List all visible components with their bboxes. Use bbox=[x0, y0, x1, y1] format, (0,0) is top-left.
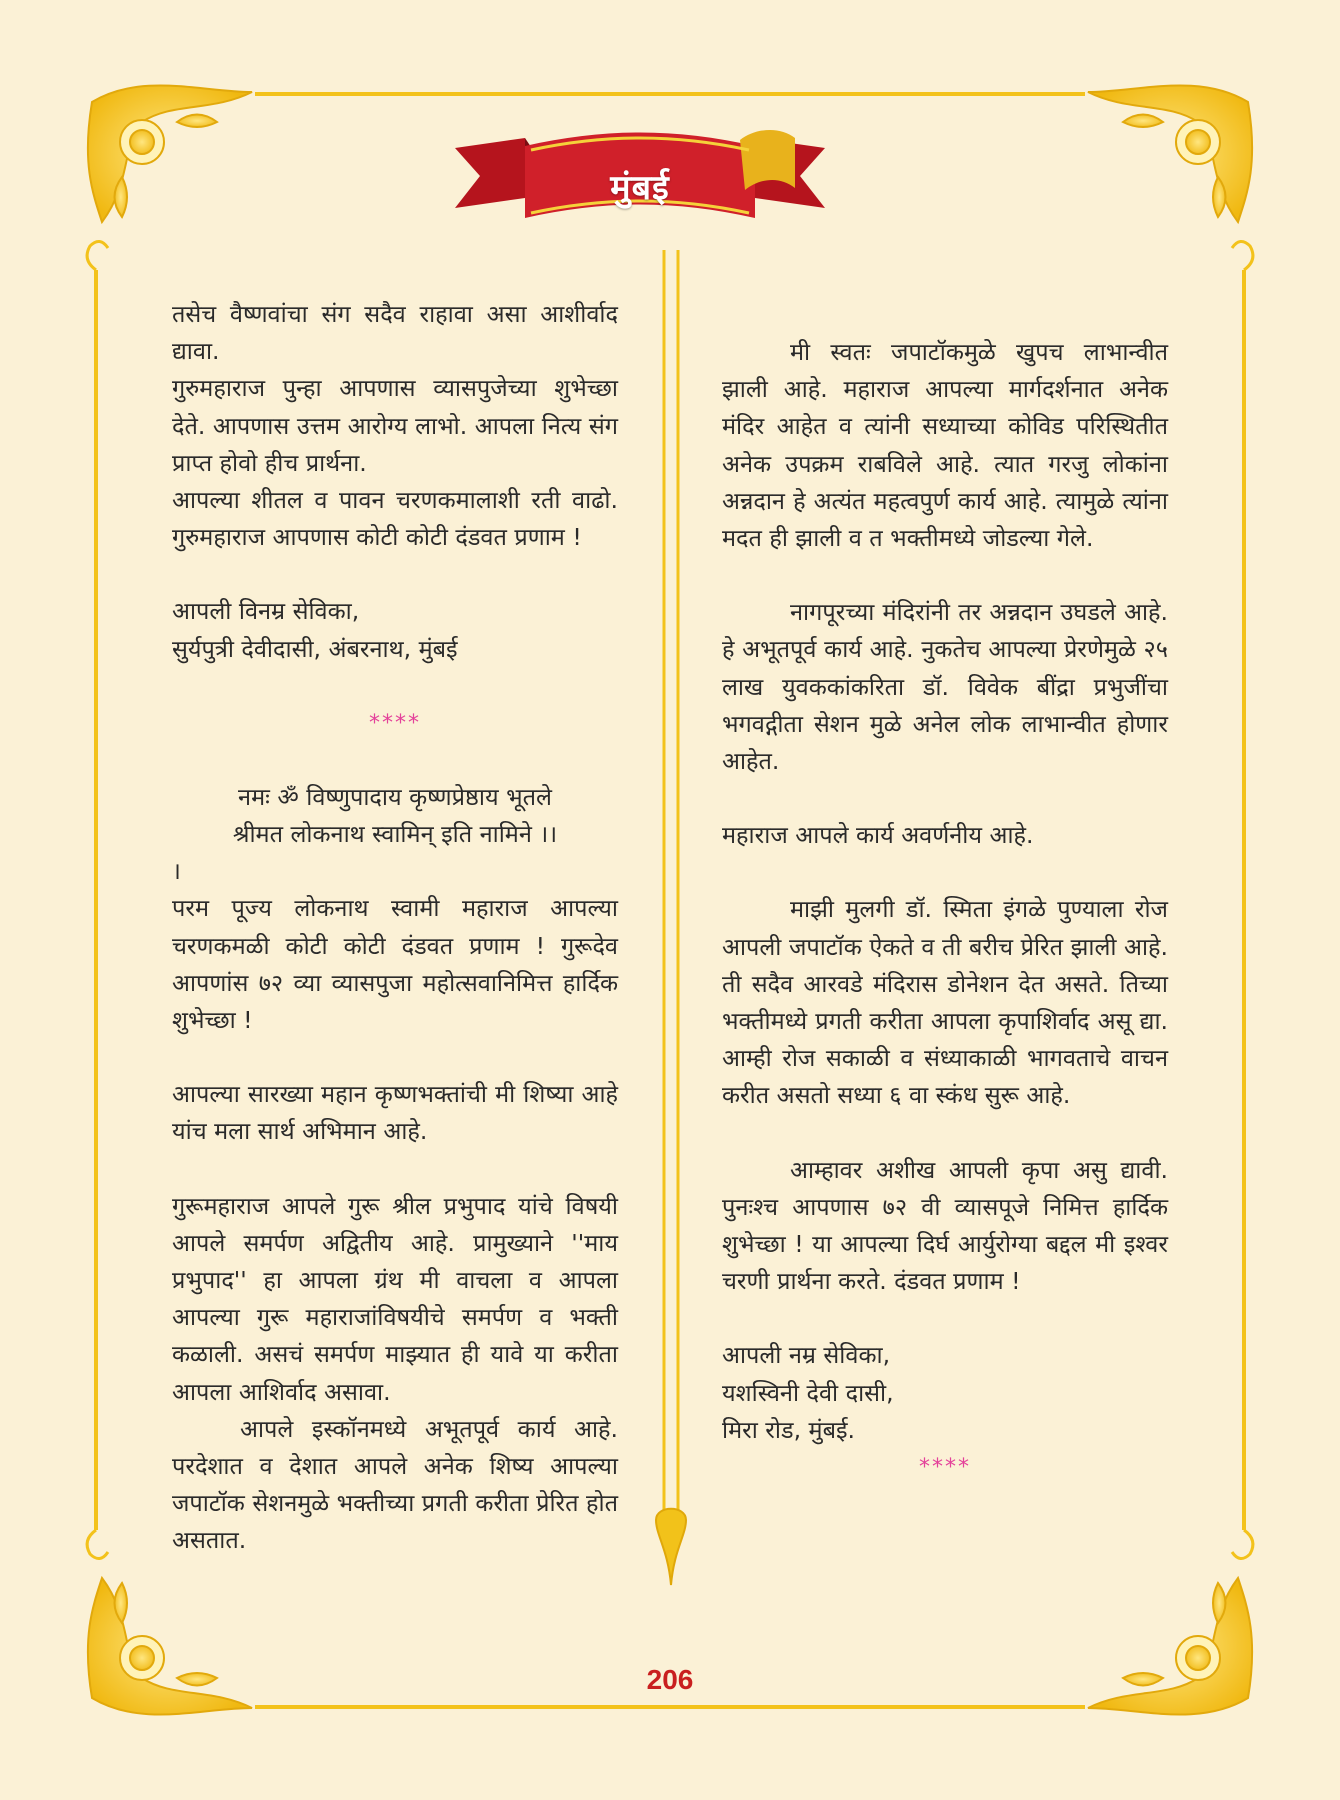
verse-line: श्रीमत लोकनाथ स्वामिन् इति नामिने ।। bbox=[232, 820, 558, 849]
paragraph: आपल्या सारख्या महान कृष्णभक्तांची मी शिष्या आहे यांच मला सार्थ अभिमान आहे. bbox=[172, 1080, 618, 1146]
paragraph: महाराज आपले कार्य अवर्णनीय आहे. bbox=[722, 821, 1034, 850]
signature-line: सुर्यपुत्री देवीदासी, अंबरनाथ, मुंबई bbox=[172, 634, 458, 663]
signature-line: आपली विनम्र सेविका, bbox=[172, 597, 360, 626]
paragraph: गुरूमहाराज आपले गुरू श्रील प्रभुपाद यांचे विषयी आपले समर्पण अद्वितीय आहे. प्रामुख्याने ''माय प्रभुपाद'' हा आपला ग्रंथ मी वाचला व आपला आपल्या गुरू महाराजांविषयीचे समर्पण व भक्ती कळाली. असचं समर्पण माझ्यात ही यावे या करीता आपला आशिर्वाद असावा. bbox=[172, 1191, 618, 1406]
page-title: मुंबई bbox=[610, 168, 670, 208]
paragraph: तसेच वैष्णवांचा संग सदैव राहावा असा आशीर्वाद द्यावा. bbox=[172, 300, 618, 366]
divider-drop-icon bbox=[656, 1509, 686, 1585]
paragraph: गुरुमहाराज पुन्हा आपणास व्यासपुजेच्या शुभेच्छा देते. आपणास उत्तम आरोग्य लाभो. आपला नित्य संग प्राप्त होवो हीच प्रार्थना. bbox=[172, 374, 618, 477]
paragraph: परम पूज्य लोकनाथ स्वामी महाराज आपल्या चरणकमळी कोटी कोटी दंडवत प्रणाम ! गुरूदेव आपणांस ७२ व्या व्यासपुजा महोत्सवानिमित्त हार्दिक शुभेच्छा ! bbox=[172, 894, 618, 1035]
section-separator-stars: **** bbox=[369, 710, 421, 736]
paragraph: माझी मुलगी डॉ. स्मिता इंगळे पुण्याला रोज आपली जपाटॉक ऐकते व ती बरीच प्रेरित झाली आहे. ती सदैव आरवडे मंदिरास डोनेशन देत असते. तिच्या भक्तीमध्ये प्रगती करीता आपला कृपाशिर्वाद असू द्या. आम्ही रोज सकाळी व संध्याकाळी भागवताचे वाचन करीत असतो सध्या ६ वा स्कंध सुरू आहे. bbox=[722, 895, 1168, 1110]
paragraph: नागपूरच्या मंदिरांनी तर अन्नदान उघडले आहे. हे अभूतपूर्व कार्य आहे. नुकतेच आपल्या प्रेरणेमुळे २५ लाख युवककांकरिता डॉ. विवेक बींद्रा प्रभुजींचा भगवद्गीता सेशन मुळे अनेल लोक लाभान्वीत होणार आहेत. bbox=[722, 598, 1168, 776]
paragraph: आम्हावर अशीख आपली कृपा असु द्यावी. पुनःश्च आपणास ७२ वी व्यासपूजे निमित्त हार्दिक शुभेच्छा ! या आपल्या दिर्घ आर्युरोग्या बद्दल मी इश्वर चरणी प्रार्थना करते. दंडवत प्रणाम ! bbox=[722, 1155, 1168, 1296]
verse-line: नमः ॐ विष्णुपादाय कृष्णप्रेष्ठाय भूतले bbox=[238, 782, 552, 811]
left-column bbox=[172, 296, 618, 1560]
signature-line: यशस्विनी देवी दासी, bbox=[722, 1378, 894, 1407]
right-column bbox=[722, 334, 1168, 1486]
paragraph: मी स्वतः जपाटॉकमुळे खुपच लाभान्वीत झाली आहे. महाराज आपल्या मार्गदर्शनात अनेक मंदिर आहेत व त्यांनी सध्याच्या कोविड परिस्थितीत अनेक उपक्रम राबविले आहे. त्यात गरजु लोकांना अन्नदान हे अत्यंत महत्वपुर्ण कार्य आहे. त्यामुळे त्यांना मदत ही झाली व त भक्तीमध्ये जोडल्या गेले. bbox=[722, 338, 1168, 553]
page-number: 206 bbox=[646, 1664, 694, 1695]
section-separator-stars: **** bbox=[919, 1455, 971, 1481]
signature-line: मिरा रोड, मुंबई. bbox=[722, 1415, 855, 1444]
paragraph: आपले इस्कॉनमध्ये अभूतपूर्व कार्य आहे. परदेशात व देशात आपले अनेक शिष्य आपल्या जपाटॉक सेशनमुळे भक्तीच्या प्रगती करीता प्रेरित होत असतात. bbox=[172, 1414, 618, 1555]
signature-line: आपली नम्र सेविका, bbox=[722, 1341, 891, 1370]
column-divider bbox=[646, 250, 696, 1590]
paragraph: आपल्या शीतल व पावन चरणकमालाशी रती वाढो. गुरुमहाराज आपणास कोटी कोटी दंडवत प्रणाम ! bbox=[172, 486, 618, 552]
verse-line: । bbox=[172, 857, 181, 886]
